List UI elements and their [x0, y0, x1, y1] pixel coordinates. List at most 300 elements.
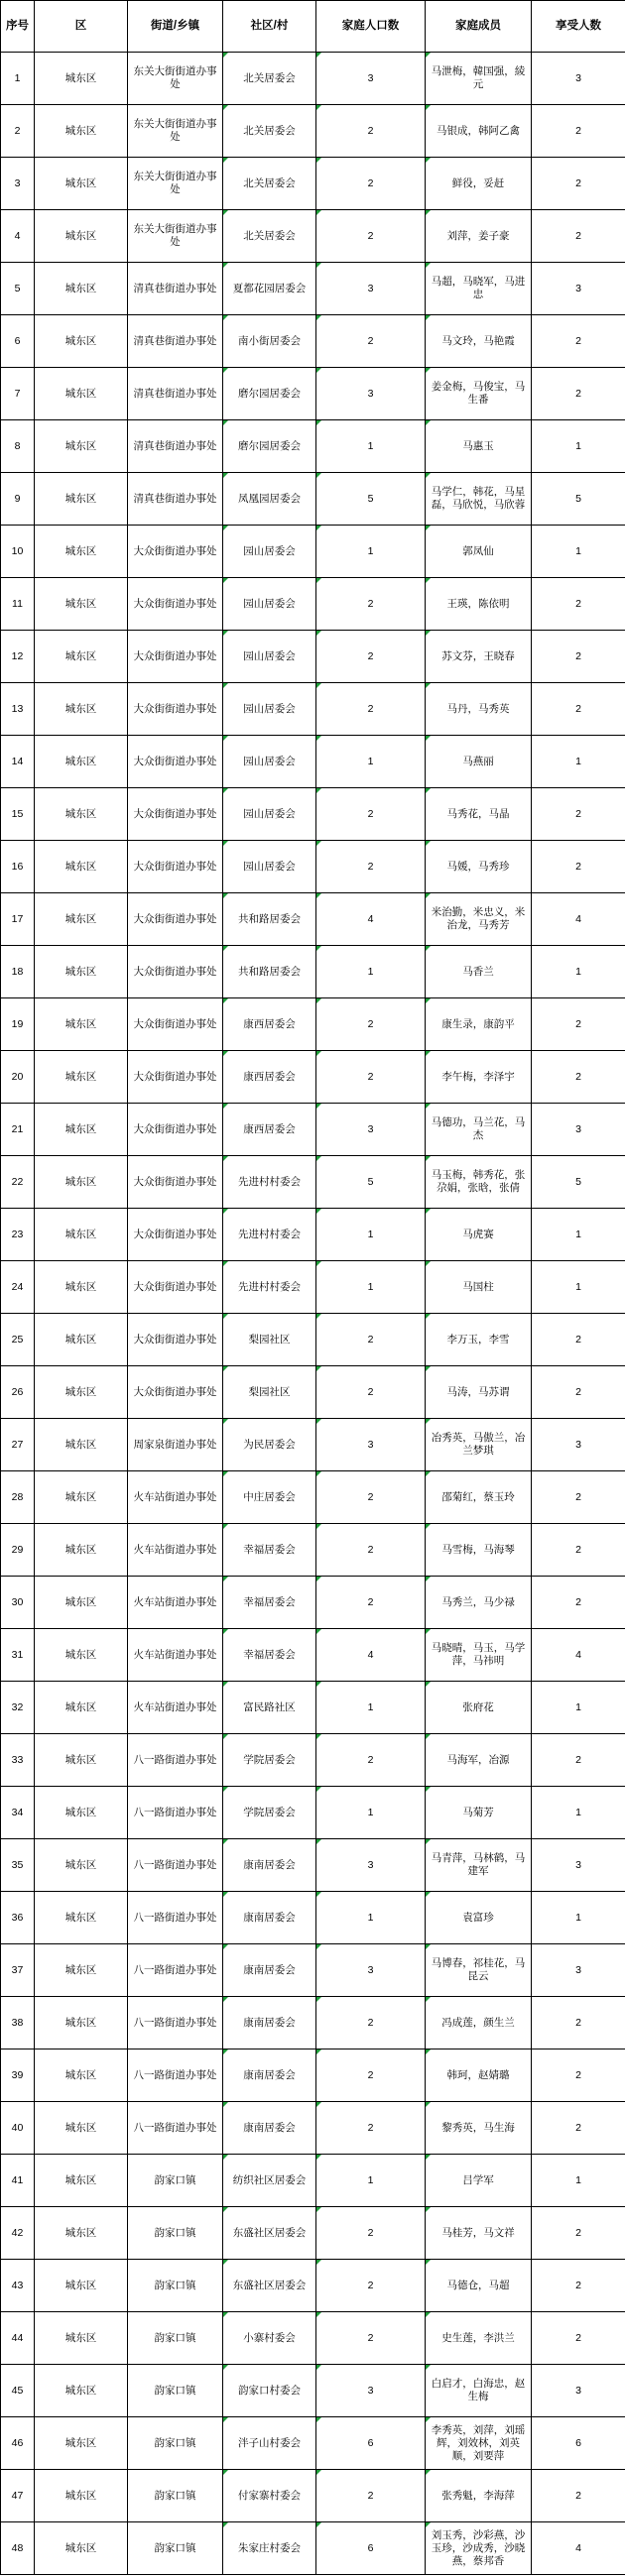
cell-members: 米治勤，米忠义，米治龙，马秀芳: [426, 893, 532, 946]
cell-population: 6: [316, 2522, 426, 2575]
cell-street: 八一路街道办事处: [128, 1734, 223, 1787]
table-row: [1, 1471, 625, 1524]
cell-no: 28: [1, 1471, 35, 1524]
cell-street: 韵家口镇: [128, 2207, 223, 2260]
cell-beneficiaries: 2: [532, 578, 625, 631]
cell-community: 梨园社区: [223, 1366, 316, 1419]
cell-members: 马银成，韩阿乙禽: [426, 105, 532, 158]
cell-community: 南小街居委会: [223, 315, 316, 368]
cell-district: 城东区: [35, 368, 128, 420]
cell-no: 37: [1, 1944, 35, 1997]
table-row: [1, 2260, 625, 2312]
table-row: [1, 578, 625, 631]
cell-no: 33: [1, 1734, 35, 1787]
cell-district: 城东区: [35, 1209, 128, 1261]
cell-beneficiaries: 5: [532, 1156, 625, 1209]
cell-district: 城东区: [35, 1787, 128, 1839]
cell-street: 八一路街道办事处: [128, 1839, 223, 1892]
cell-no: 47: [1, 2470, 35, 2522]
cell-population: 1: [316, 1261, 426, 1314]
cell-members: 马涛，马苏谓: [426, 1366, 532, 1419]
cell-district: 城东区: [35, 473, 128, 526]
cell-no: 22: [1, 1156, 35, 1209]
cell-members: 史生莲，李洪兰: [426, 2312, 532, 2365]
cell-street: 大众街街道办事处: [128, 1366, 223, 1419]
cell-members: 韩珂，赵婧璐: [426, 2049, 532, 2102]
cell-community: 园山居委会: [223, 736, 316, 788]
cell-population: 2: [316, 1051, 426, 1104]
cell-district: 城东区: [35, 526, 128, 578]
cell-street: 大众街街道办事处: [128, 526, 223, 578]
cell-population: 3: [316, 2365, 426, 2417]
cell-population: 1: [316, 946, 426, 998]
cell-community: 东盛社区居委会: [223, 2207, 316, 2260]
cell-members: 袁富珍: [426, 1892, 532, 1944]
cell-district: 城东区: [35, 1577, 128, 1629]
cell-community: 园山居委会: [223, 683, 316, 736]
cell-population: 2: [316, 2102, 426, 2155]
cell-beneficiaries: 1: [532, 736, 625, 788]
cell-members: 姜金梅，马俊宝，马生番: [426, 368, 532, 420]
cell-community: 康西居委会: [223, 1104, 316, 1156]
cell-population: 6: [316, 2417, 426, 2470]
cell-community: 韵家口村委会: [223, 2365, 316, 2417]
cell-population: 2: [316, 2207, 426, 2260]
cell-beneficiaries: 2: [532, 788, 625, 841]
cell-community: 为民居委会: [223, 1419, 316, 1471]
cell-members: 康生录，康韵平: [426, 998, 532, 1051]
cell-district: 城东区: [35, 893, 128, 946]
table-row: [1, 946, 625, 998]
cell-members: 马超，马晓军，马进忠: [426, 263, 532, 315]
cell-beneficiaries: 2: [532, 210, 625, 263]
cell-beneficiaries: 6: [532, 2417, 625, 2470]
cell-district: 城东区: [35, 2365, 128, 2417]
cell-population: 2: [316, 1471, 426, 1524]
cell-community: 康南居委会: [223, 1997, 316, 2049]
cell-beneficiaries: 2: [532, 1051, 625, 1104]
cell-members: 鲜役，妥赶: [426, 158, 532, 210]
cell-no: 25: [1, 1314, 35, 1366]
cell-beneficiaries: 2: [532, 2260, 625, 2312]
cell-members: 马泄梅，韓国强，綾元: [426, 53, 532, 105]
cell-beneficiaries: 2: [532, 1314, 625, 1366]
cell-members: 王瑛，陈依明: [426, 578, 532, 631]
cell-population: 2: [316, 315, 426, 368]
cell-district: 城东区: [35, 1156, 128, 1209]
cell-beneficiaries: 2: [532, 368, 625, 420]
cell-district: 城东区: [35, 263, 128, 315]
cell-district: 城东区: [35, 1261, 128, 1314]
cell-street: 周家泉街道办事处: [128, 1419, 223, 1471]
cell-beneficiaries: 1: [532, 1682, 625, 1734]
cell-street: 韵家口镇: [128, 2312, 223, 2365]
table-row: [1, 526, 625, 578]
cell-population: 2: [316, 158, 426, 210]
cell-members: 马雪梅，马海琴: [426, 1524, 532, 1577]
cell-no: 18: [1, 946, 35, 998]
table-row: [1, 2470, 625, 2522]
table-row: [1, 2155, 625, 2207]
cell-population: 1: [316, 1892, 426, 1944]
cell-population: 2: [316, 1524, 426, 1577]
table-row: [1, 2049, 625, 2102]
cell-beneficiaries: 2: [532, 2312, 625, 2365]
cell-street: 大众街街道办事处: [128, 1261, 223, 1314]
cell-district: 城东区: [35, 578, 128, 631]
cell-beneficiaries: 3: [532, 263, 625, 315]
cell-population: 1: [316, 2155, 426, 2207]
cell-beneficiaries: 2: [532, 1471, 625, 1524]
cell-no: 16: [1, 841, 35, 893]
cell-community: 康南居委会: [223, 1839, 316, 1892]
cell-population: 1: [316, 1682, 426, 1734]
cell-district: 城东区: [35, 1471, 128, 1524]
table-row: [1, 1997, 625, 2049]
cell-community: 梨园社区: [223, 1314, 316, 1366]
table-row: [1, 631, 625, 683]
table-row: [1, 1629, 625, 1682]
cell-no: 31: [1, 1629, 35, 1682]
cell-no: 1: [1, 53, 35, 105]
cell-community: 夏都花园居委会: [223, 263, 316, 315]
cell-no: 19: [1, 998, 35, 1051]
table-row: [1, 53, 625, 105]
cell-no: 5: [1, 263, 35, 315]
table-row: [1, 2207, 625, 2260]
cell-members: 马国柱: [426, 1261, 532, 1314]
cell-beneficiaries: 1: [532, 1892, 625, 1944]
cell-members: 马秀花，马晶: [426, 788, 532, 841]
cell-members: 李万玉，李雪: [426, 1314, 532, 1366]
cell-community: 学院居委会: [223, 1787, 316, 1839]
cell-members: 吕学军: [426, 2155, 532, 2207]
cell-street: 火车站街道办事处: [128, 1524, 223, 1577]
cell-population: 2: [316, 631, 426, 683]
cell-street: 大众街街道办事处: [128, 1209, 223, 1261]
cell-street: 大众街街道办事处: [128, 1104, 223, 1156]
cell-no: 48: [1, 2522, 35, 2575]
cell-street: 韵家口镇: [128, 2260, 223, 2312]
cell-population: 1: [316, 1209, 426, 1261]
cell-members: 李秀英，刘萍，刘瑶辉，刘效林，刘英顺，刘要萍: [426, 2417, 532, 2470]
table-row: [1, 841, 625, 893]
cell-members: 马玉梅，韩秀花，张尕娟，张晗，张倩: [426, 1156, 532, 1209]
cell-population: 2: [316, 998, 426, 1051]
cell-no: 42: [1, 2207, 35, 2260]
cell-members: 黎秀英，马生海: [426, 2102, 532, 2155]
cell-beneficiaries: 2: [532, 1734, 625, 1787]
cell-district: 城东区: [35, 998, 128, 1051]
header-beneficiaries: 享受人数: [532, 1, 625, 53]
cell-members: 马德仓，马超: [426, 2260, 532, 2312]
cell-beneficiaries: 3: [532, 1839, 625, 1892]
cell-members: 马晓晴，马玉，马学萍，马祎明: [426, 1629, 532, 1682]
cell-members: 马博春，祁桂花，马昆云: [426, 1944, 532, 1997]
cell-beneficiaries: 4: [532, 2522, 625, 2575]
cell-population: 4: [316, 893, 426, 946]
header-row: [1, 1, 625, 53]
cell-beneficiaries: 2: [532, 1366, 625, 1419]
table-row: [1, 998, 625, 1051]
cell-beneficiaries: 2: [532, 841, 625, 893]
cell-street: 大众街街道办事处: [128, 1051, 223, 1104]
table-row: [1, 1524, 625, 1577]
cell-population: 2: [316, 105, 426, 158]
cell-community: 园山居委会: [223, 788, 316, 841]
cell-members: 马媛，马秀珍: [426, 841, 532, 893]
cell-street: 韵家口镇: [128, 2470, 223, 2522]
cell-members: 刘萍，姜子豪: [426, 210, 532, 263]
cell-beneficiaries: 1: [532, 526, 625, 578]
cell-population: 1: [316, 736, 426, 788]
cell-beneficiaries: 3: [532, 53, 625, 105]
cell-population: 2: [316, 1997, 426, 2049]
cell-beneficiaries: 2: [532, 105, 625, 158]
cell-street: 东关大街街道办事处: [128, 158, 223, 210]
cell-beneficiaries: 1: [532, 1261, 625, 1314]
cell-members: 马秀兰，马少禄: [426, 1577, 532, 1629]
cell-members: 张秀魁，李海萍: [426, 2470, 532, 2522]
table-row: [1, 1682, 625, 1734]
cell-street: 韵家口镇: [128, 2155, 223, 2207]
cell-district: 城东区: [35, 2207, 128, 2260]
cell-community: 小寨村委会: [223, 2312, 316, 2365]
cell-street: 八一路街道办事处: [128, 1944, 223, 1997]
table-row: [1, 1314, 625, 1366]
cell-no: 44: [1, 2312, 35, 2365]
table-row: [1, 1787, 625, 1839]
cell-members: 李午梅，李泽宇: [426, 1051, 532, 1104]
table-row: [1, 1419, 625, 1471]
cell-street: 大众街街道办事处: [128, 841, 223, 893]
cell-district: 城东区: [35, 2155, 128, 2207]
cell-population: 2: [316, 1366, 426, 1419]
cell-community: 园山居委会: [223, 526, 316, 578]
cell-members: 苏文芬，王晓春: [426, 631, 532, 683]
cell-population: 2: [316, 841, 426, 893]
cell-district: 城东区: [35, 210, 128, 263]
table-row: [1, 1051, 625, 1104]
cell-no: 13: [1, 683, 35, 736]
cell-community: 北关居委会: [223, 210, 316, 263]
cell-no: 40: [1, 2102, 35, 2155]
cell-street: 八一路街道办事处: [128, 1787, 223, 1839]
cell-community: 共和路居委会: [223, 946, 316, 998]
cell-no: 27: [1, 1419, 35, 1471]
cell-members: 马德功，马兰花，马杰: [426, 1104, 532, 1156]
table-row: [1, 1892, 625, 1944]
cell-members: 马菊芳: [426, 1787, 532, 1839]
cell-no: 36: [1, 1892, 35, 1944]
cell-beneficiaries: 5: [532, 473, 625, 526]
cell-district: 城东区: [35, 2312, 128, 2365]
header-district: 区: [35, 1, 128, 53]
cell-members: 马青萍，马林鹤，马建军: [426, 1839, 532, 1892]
table-row: [1, 1156, 625, 1209]
cell-community: 康南居委会: [223, 1944, 316, 1997]
header-no: 序号: [1, 1, 35, 53]
cell-no: 9: [1, 473, 35, 526]
cell-population: 2: [316, 578, 426, 631]
cell-members: 冯成莲，颜生兰: [426, 1997, 532, 2049]
cell-community: 东盛社区居委会: [223, 2260, 316, 2312]
cell-street: 八一路街道办事处: [128, 1892, 223, 1944]
table-row: [1, 315, 625, 368]
cell-population: 2: [316, 1734, 426, 1787]
cell-district: 城东区: [35, 2417, 128, 2470]
cell-community: 先进村村委会: [223, 1156, 316, 1209]
cell-population: 4: [316, 1629, 426, 1682]
cell-no: 45: [1, 2365, 35, 2417]
cell-community: 泮子山村委会: [223, 2417, 316, 2470]
cell-population: 3: [316, 53, 426, 105]
cell-community: 磨尔园居委会: [223, 420, 316, 473]
cell-members: 马虎赛: [426, 1209, 532, 1261]
cell-no: 24: [1, 1261, 35, 1314]
cell-members: 马丹，马秀英: [426, 683, 532, 736]
cell-members: 马惠玉: [426, 420, 532, 473]
cell-community: 磨尔园居委会: [223, 368, 316, 420]
cell-population: 2: [316, 683, 426, 736]
cell-district: 城东区: [35, 946, 128, 998]
cell-members: 马香兰: [426, 946, 532, 998]
table-row: [1, 473, 625, 526]
table-row: [1, 158, 625, 210]
cell-population: 3: [316, 1419, 426, 1471]
cell-district: 城东区: [35, 1104, 128, 1156]
cell-members: 冶秀英，马傲兰，冶兰梦琪: [426, 1419, 532, 1471]
cell-beneficiaries: 2: [532, 1577, 625, 1629]
cell-members: 张府花: [426, 1682, 532, 1734]
cell-street: 东关大街街道办事处: [128, 210, 223, 263]
cell-no: 20: [1, 1051, 35, 1104]
cell-street: 东关大街街道办事处: [128, 53, 223, 105]
header-community: 社区/村: [223, 1, 316, 53]
table-row: [1, 1944, 625, 1997]
cell-beneficiaries: 2: [532, 315, 625, 368]
cell-street: 大众街街道办事处: [128, 946, 223, 998]
cell-street: 大众街街道办事处: [128, 893, 223, 946]
cell-population: 2: [316, 210, 426, 263]
cell-beneficiaries: 1: [532, 2155, 625, 2207]
table-row: [1, 420, 625, 473]
table-row: [1, 105, 625, 158]
cell-community: 幸福居委会: [223, 1577, 316, 1629]
table-row: [1, 2312, 625, 2365]
cell-district: 城东区: [35, 53, 128, 105]
table-row: [1, 1261, 625, 1314]
cell-community: 园山居委会: [223, 578, 316, 631]
cell-community: 朱家庄村委会: [223, 2522, 316, 2575]
table-row: [1, 368, 625, 420]
cell-street: 韵家口镇: [128, 2365, 223, 2417]
cell-no: 38: [1, 1997, 35, 2049]
cell-district: 城东区: [35, 683, 128, 736]
cell-beneficiaries: 2: [532, 2049, 625, 2102]
table-row: [1, 1577, 625, 1629]
cell-members: 马燕丽: [426, 736, 532, 788]
cell-street: 八一路街道办事处: [128, 1997, 223, 2049]
table-row: [1, 2522, 625, 2575]
cell-beneficiaries: 2: [532, 998, 625, 1051]
table-row: [1, 1839, 625, 1892]
cell-community: 幸福居委会: [223, 1524, 316, 1577]
cell-beneficiaries: 1: [532, 420, 625, 473]
table-row: [1, 263, 625, 315]
table-row: [1, 2417, 625, 2470]
cell-district: 城东区: [35, 2470, 128, 2522]
cell-members: 马海军，冶源: [426, 1734, 532, 1787]
cell-district: 城东区: [35, 1314, 128, 1366]
cell-population: 2: [316, 2260, 426, 2312]
cell-district: 城东区: [35, 1629, 128, 1682]
cell-district: 城东区: [35, 315, 128, 368]
cell-street: 火车站街道办事处: [128, 1682, 223, 1734]
cell-no: 46: [1, 2417, 35, 2470]
cell-community: 富民路社区: [223, 1682, 316, 1734]
table-row: [1, 893, 625, 946]
cell-population: 5: [316, 1156, 426, 1209]
cell-district: 城东区: [35, 1524, 128, 1577]
cell-district: 城东区: [35, 1419, 128, 1471]
cell-district: 城东区: [35, 105, 128, 158]
cell-street: 大众街街道办事处: [128, 998, 223, 1051]
cell-street: 清真巷街道办事处: [128, 263, 223, 315]
cell-population: 3: [316, 368, 426, 420]
cell-district: 城东区: [35, 2102, 128, 2155]
cell-no: 23: [1, 1209, 35, 1261]
cell-population: 2: [316, 1577, 426, 1629]
cell-beneficiaries: 3: [532, 1104, 625, 1156]
cell-district: 城东区: [35, 158, 128, 210]
cell-district: 城东区: [35, 2522, 128, 2575]
cell-population: 2: [316, 1314, 426, 1366]
cell-beneficiaries: 4: [532, 893, 625, 946]
cell-no: 32: [1, 1682, 35, 1734]
cell-members: 马文玲，马艳霞: [426, 315, 532, 368]
cell-street: 韵家口镇: [128, 2417, 223, 2470]
cell-beneficiaries: 1: [532, 1209, 625, 1261]
cell-community: 幸福居委会: [223, 1629, 316, 1682]
cell-community: 先进村村委会: [223, 1209, 316, 1261]
cell-population: 3: [316, 1944, 426, 1997]
cell-no: 30: [1, 1577, 35, 1629]
cell-no: 21: [1, 1104, 35, 1156]
cell-members: 马桂芳，马文祥: [426, 2207, 532, 2260]
cell-no: 15: [1, 788, 35, 841]
cell-district: 城东区: [35, 736, 128, 788]
cell-beneficiaries: 4: [532, 1629, 625, 1682]
cell-no: 41: [1, 2155, 35, 2207]
table-row: [1, 1734, 625, 1787]
cell-beneficiaries: 2: [532, 1997, 625, 2049]
cell-population: 2: [316, 2312, 426, 2365]
cell-beneficiaries: 2: [532, 2470, 625, 2522]
cell-members: 邵菊红，蔡玉玲: [426, 1471, 532, 1524]
cell-district: 城东区: [35, 1051, 128, 1104]
table-row: [1, 683, 625, 736]
cell-no: 3: [1, 158, 35, 210]
table-row: [1, 1209, 625, 1261]
cell-district: 城东区: [35, 788, 128, 841]
cell-street: 清真巷街道办事处: [128, 473, 223, 526]
cell-beneficiaries: 2: [532, 2102, 625, 2155]
cell-district: 城东区: [35, 2260, 128, 2312]
cell-community: 康南居委会: [223, 2049, 316, 2102]
table-row: [1, 736, 625, 788]
cell-street: 大众街街道办事处: [128, 1156, 223, 1209]
